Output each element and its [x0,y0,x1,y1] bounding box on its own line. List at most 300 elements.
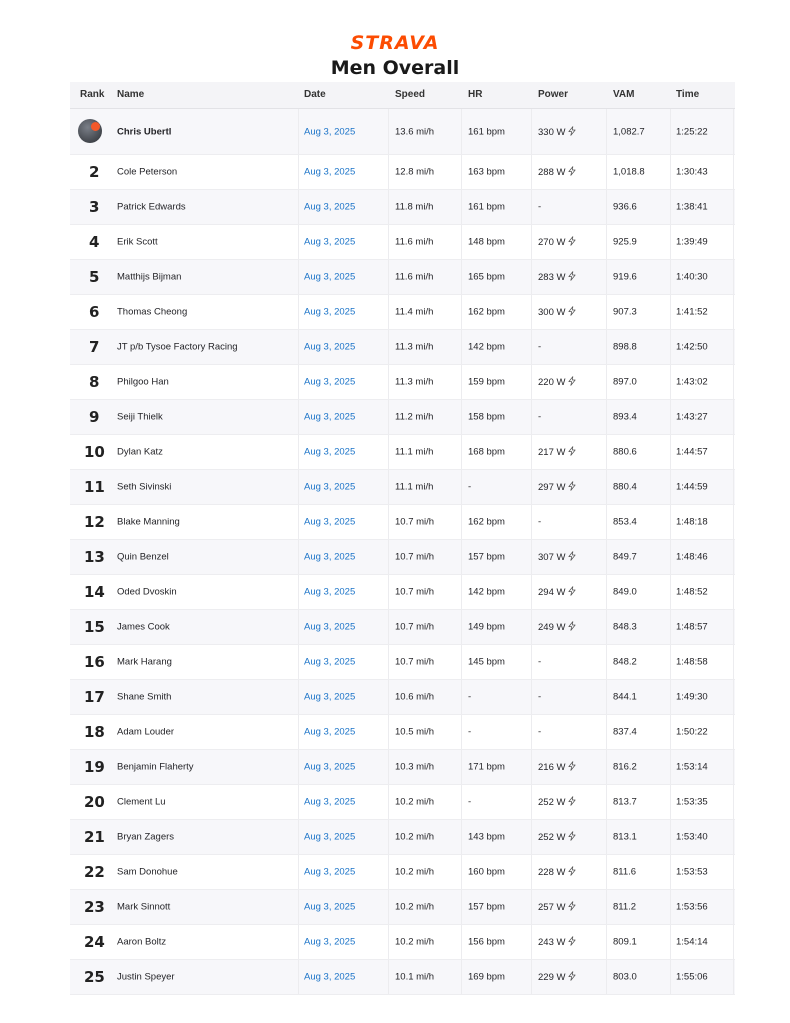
column-divider [670,715,671,749]
power-meter-icon [567,761,577,771]
column-divider [670,505,671,539]
table-row[interactable] [70,400,735,435]
header-date[interactable]: Date [304,89,326,100]
power-meter-icon [567,126,577,136]
cell-time: 1:41:52 [676,306,708,318]
cell-speed: 10.2 mi/h [395,901,435,913]
column-divider [531,890,532,924]
cell-date[interactable]: Aug 3, 2025 [304,621,356,633]
column-divider [733,365,734,399]
cell-name-link[interactable]: Cole Peterson [117,166,178,178]
cell-time: 1:53:40 [676,831,708,843]
column-divider [388,750,389,784]
column-divider [670,365,671,399]
column-divider [461,960,462,994]
cell-name-link[interactable]: JT p/b Tysoe Factory Racing [117,341,238,353]
cell-date[interactable]: Aug 3, 2025 [304,271,356,283]
header-rank[interactable]: Rank [80,89,105,100]
cell-speed: 10.2 mi/h [395,831,435,843]
cell-date[interactable]: Aug 3, 2025 [304,726,356,738]
column-divider [461,470,462,504]
cell-name-link[interactable]: Aaron Boltz [117,936,167,948]
column-divider [670,190,671,224]
cell-vam: 893.4 [613,411,637,423]
column-divider [670,109,671,154]
column-divider [733,470,734,504]
cell-power [538,166,577,178]
column-divider [461,190,462,224]
column-divider [733,400,734,434]
cell-hr: 171 bpm [468,761,505,773]
column-divider [531,610,532,644]
rank-number: 12 [84,513,105,531]
cell-date[interactable]: Aug 3, 2025 [304,936,356,948]
column-divider [733,680,734,714]
cell-time: 1:44:59 [676,481,708,493]
column-divider [606,109,607,154]
column-divider [670,470,671,504]
table-row[interactable] [70,855,735,890]
column-divider [531,925,532,959]
column-divider [733,540,734,574]
power-value: 220 W [538,377,566,388]
column-divider [733,260,734,294]
cell-date[interactable]: Aug 3, 2025 [304,796,356,808]
column-divider [531,785,532,819]
cell-name-link[interactable]: Matthijs Bijman [117,271,182,283]
column-divider [531,109,532,154]
cell-speed: 13.6 mi/h [395,126,435,137]
cell-speed: 10.2 mi/h [395,866,435,878]
cell-vam: 811.6 [613,866,637,878]
table-row[interactable] [70,680,735,715]
power-value: 252 W [538,797,566,808]
cell-power: - [538,726,542,738]
column-divider [298,785,299,819]
cell-speed: 10.6 mi/h [395,691,435,703]
column-divider [670,925,671,959]
cell-date[interactable]: Aug 3, 2025 [304,901,356,913]
column-divider [298,750,299,784]
rank-number: 20 [84,793,105,811]
header-name[interactable]: Name [117,89,145,100]
cell-time: 1:53:14 [676,761,708,773]
cell-power: - [538,411,542,423]
cell-speed: 11.1 mi/h [395,446,434,458]
cell-name-link[interactable]: Erik Scott [117,236,158,248]
cell-hr: - [468,691,472,703]
cell-time: 1:55:06 [676,971,708,983]
table-row[interactable] [70,190,735,225]
cell-date[interactable]: Aug 3, 2025 [304,971,356,983]
table-row[interactable] [70,365,735,400]
cell-name-link[interactable]: Bryan Zagers [117,831,175,843]
table-row[interactable] [70,960,735,995]
cell-hr: 158 bpm [468,411,505,423]
power-meter-icon [567,481,577,491]
cell-date[interactable]: Aug 3, 2025 [304,376,356,388]
cell-hr: 163 bpm [468,166,505,178]
column-divider [461,330,462,364]
column-divider [461,225,462,259]
column-divider [606,190,607,224]
column-divider [531,750,532,784]
cell-name-link[interactable]: Mark Harang [117,656,172,668]
column-divider [531,820,532,854]
column-divider [670,855,671,889]
column-divider [606,715,607,749]
column-divider [388,715,389,749]
cell-power [538,761,577,773]
power-meter-icon [567,796,577,806]
cell-time: 1:48:58 [676,656,708,668]
cell-date[interactable]: Aug 3, 2025 [304,306,356,318]
column-divider [733,855,734,889]
column-divider [298,400,299,434]
cell-speed: 11.1 mi/h [395,481,434,493]
table-header [70,82,735,109]
cell-speed: 10.7 mi/h [395,656,435,668]
cell-date[interactable]: Aug 3, 2025 [304,761,356,773]
cell-name-link[interactable]: Sam Donohue [117,866,178,878]
rank-number: 3 [89,198,100,216]
cell-vam: 925.9 [613,236,637,248]
table-row[interactable] [70,435,735,470]
cell-time: 1:53:53 [676,866,708,878]
cell-vam: 809.1 [613,936,637,948]
cell-hr: 168 bpm [468,446,505,458]
cell-power [538,271,577,283]
rank-number: 25 [84,968,105,986]
column-divider [733,785,734,819]
header-power[interactable]: Power [538,89,569,100]
column-divider [606,820,607,854]
cell-hr: - [468,481,472,493]
table-row[interactable] [70,109,735,155]
column-divider [461,890,462,924]
column-divider [388,400,389,434]
column-divider [606,855,607,889]
cell-power [538,376,577,388]
table-row[interactable] [70,260,735,295]
table-row[interactable] [70,750,735,785]
cell-hr: 162 bpm [468,306,505,318]
column-divider [461,925,462,959]
cell-speed: 11.3 mi/h [395,341,434,353]
column-divider [531,295,532,329]
column-divider [531,330,532,364]
cell-hr: 148 bpm [468,236,505,248]
cell-date[interactable]: Aug 3, 2025 [304,166,356,178]
cell-power [538,831,577,843]
column-divider [461,785,462,819]
cell-date[interactable]: Aug 3, 2025 [304,411,356,423]
cell-time: 1:43:02 [676,376,708,388]
cell-vam: 1,082.7 [613,126,645,137]
cell-power: - [538,341,542,353]
table-row[interactable] [70,820,735,855]
column-divider [733,330,734,364]
power-meter-icon [567,971,577,981]
column-divider [670,645,671,679]
column-divider [388,925,389,959]
header-vam[interactable]: VAM [613,89,635,100]
column-divider [606,680,607,714]
column-divider [298,505,299,539]
cell-vam: 907.3 [613,306,637,318]
cell-name-link[interactable]: Patrick Edwards [117,201,186,213]
cell-vam: 880.6 [613,446,637,458]
column-divider [461,365,462,399]
cell-date[interactable]: Aug 3, 2025 [304,551,356,563]
rank-number: 9 [89,408,100,426]
column-divider [606,610,607,644]
cell-hr: 161 bpm [468,201,505,213]
cell-speed: 10.5 mi/h [395,726,435,738]
cell-name-link[interactable]: Thomas Cheong [117,306,188,318]
rank-number: 17 [84,688,105,706]
column-divider [670,260,671,294]
column-divider [733,435,734,469]
cell-name-link[interactable]: James Cook [117,621,170,633]
cell-hr: 143 bpm [468,831,505,843]
column-divider [733,820,734,854]
column-divider [388,260,389,294]
column-divider [606,260,607,294]
table-row[interactable] [70,540,735,575]
column-divider [298,610,299,644]
cell-vam: 816.2 [613,761,637,773]
cell-name-link[interactable]: Dylan Katz [117,446,163,458]
cell-name-link[interactable]: Seth Sivinski [117,481,172,493]
column-divider [388,820,389,854]
cell-vam: 936.6 [613,201,637,213]
column-divider [298,715,299,749]
leaderboard-table [70,82,735,995]
rank-number: 24 [84,933,105,951]
column-divider [531,540,532,574]
cell-date[interactable]: Aug 3, 2025 [304,586,356,598]
power-meter-icon [567,901,577,911]
rank-number: 7 [89,338,100,356]
cell-date[interactable]: Aug 3, 2025 [304,831,356,843]
power-meter-icon [567,551,577,561]
column-divider [388,365,389,399]
cell-name-link[interactable]: Oded Dvoskin [117,586,177,598]
column-divider [461,645,462,679]
cell-name-link[interactable]: Mark Sinnott [117,901,171,913]
header-time[interactable]: Time [676,89,700,100]
power-meter-icon [567,586,577,596]
column-divider [733,645,734,679]
cell-date[interactable]: Aug 3, 2025 [304,446,356,458]
cell-name-link[interactable]: Chris Ubertl [117,126,172,137]
cell-time: 1:50:22 [676,726,708,738]
table-row[interactable] [70,330,735,365]
table-row[interactable] [70,155,735,190]
column-divider [298,225,299,259]
power-meter-icon [567,621,577,631]
cell-speed: 10.7 mi/h [395,551,435,563]
column-divider [531,680,532,714]
cell-vam: 849.0 [613,586,637,598]
power-value: 330 W [538,126,566,138]
column-divider [733,155,734,189]
power-meter-icon [567,936,577,946]
column-divider [606,645,607,679]
rank-number: 14 [84,583,105,601]
column-divider [461,400,462,434]
cell-date[interactable]: Aug 3, 2025 [304,866,356,878]
column-divider [461,435,462,469]
cell-name-link[interactable]: Benjamin Flaherty [117,761,194,773]
column-divider [670,750,671,784]
column-divider [531,960,532,994]
column-divider [388,960,389,994]
rank-number: 13 [84,548,105,566]
cell-date[interactable]: Aug 3, 2025 [304,656,356,668]
table-row[interactable] [70,470,735,505]
power-value: 270 W [538,237,566,248]
cell-vam: 813.7 [613,796,637,808]
column-divider [670,400,671,434]
rank-number: 21 [84,828,105,846]
cell-vam: 853.4 [613,516,637,528]
column-divider [531,260,532,294]
column-divider [531,575,532,609]
cell-date[interactable]: Aug 3, 2025 [304,516,356,528]
cell-hr: 169 bpm [468,971,505,983]
power-meter-icon [567,376,577,386]
column-divider [461,820,462,854]
cell-name-link[interactable]: Quin Benzel [117,551,169,563]
cell-date[interactable]: Aug 3, 2025 [304,236,356,248]
cell-time: 1:53:35 [676,796,708,808]
cell-name-link[interactable]: Adam Louder [117,726,175,738]
cell-speed: 11.3 mi/h [395,376,434,388]
cell-vam: 803.0 [613,971,637,983]
cell-hr: 159 bpm [468,376,505,388]
column-divider [388,680,389,714]
cell-vam: 898.8 [613,341,637,353]
athlete-avatar[interactable] [78,119,102,143]
header-hr[interactable]: HR [468,89,483,100]
cell-vam: 897.0 [613,376,637,388]
table-row[interactable] [70,645,735,680]
cell-power: - [538,691,542,703]
cell-power [538,901,577,913]
cell-hr: - [468,726,472,738]
cell-vam: 813.1 [613,831,637,843]
column-divider [298,575,299,609]
column-divider [388,785,389,819]
cell-time: 1:44:57 [676,446,708,458]
column-divider [531,225,532,259]
column-divider [670,575,671,609]
table-row[interactable] [70,575,735,610]
column-divider [298,470,299,504]
cell-power [538,586,577,598]
cell-date[interactable]: Aug 3, 2025 [304,201,356,213]
table-row[interactable] [70,225,735,260]
cell-time: 1:53:56 [676,901,708,913]
cell-name-link[interactable]: Blake Manning [117,516,180,528]
column-divider [670,785,671,819]
cell-date[interactable]: Aug 3, 2025 [304,341,356,353]
cell-power: - [538,656,542,668]
column-divider [733,890,734,924]
rank-number: 18 [84,723,105,741]
cell-speed: 11.2 mi/h [395,411,434,423]
column-divider [733,715,734,749]
column-divider [388,225,389,259]
table-row[interactable] [70,295,735,330]
column-divider [298,435,299,469]
column-divider [606,960,607,994]
rank-number: 23 [84,898,105,916]
cell-speed: 12.8 mi/h [395,166,435,178]
column-divider [670,610,671,644]
cell-name-link[interactable]: Justin Speyer [117,971,175,983]
power-value: 300 W [538,307,566,318]
cell-hr: 165 bpm [468,271,505,283]
power-value: 288 W [538,167,566,178]
column-divider [461,505,462,539]
power-value: 307 W [538,552,566,563]
cell-name-link[interactable]: Clement Lu [117,796,166,808]
rank-number: 11 [84,478,105,496]
table-row[interactable] [70,925,735,960]
cell-hr: 157 bpm [468,551,505,563]
table-row[interactable] [70,890,735,925]
column-divider [733,109,734,154]
cell-name-link[interactable]: Shane Smith [117,691,172,703]
column-divider [531,190,532,224]
column-divider [733,750,734,784]
table-row[interactable] [70,505,735,540]
cell-speed: 10.3 mi/h [395,761,435,773]
column-divider [388,295,389,329]
column-divider [733,295,734,329]
power-value: 228 W [538,867,566,878]
column-divider [606,750,607,784]
cell-power [538,126,577,138]
header-speed[interactable]: Speed [395,89,426,100]
cell-vam: 837.4 [613,726,637,738]
cell-name-link[interactable]: Philgoo Han [117,376,169,388]
rank-number: 19 [84,758,105,776]
table-row[interactable] [70,610,735,645]
column-divider [461,540,462,574]
cell-date[interactable]: Aug 3, 2025 [304,691,356,703]
column-divider [531,435,532,469]
cell-date[interactable]: Aug 3, 2025 [304,126,356,137]
power-value: 252 W [538,832,566,843]
rank-number: 15 [84,618,105,636]
cell-name-link[interactable]: Seiji Thielk [117,411,163,423]
cell-power [538,306,577,318]
table-row[interactable] [70,785,735,820]
column-divider [388,190,389,224]
table-row[interactable] [70,715,735,750]
column-divider [606,365,607,399]
column-divider [461,855,462,889]
cell-speed: 11.6 mi/h [395,271,434,283]
cell-hr: 156 bpm [468,936,505,948]
cell-date[interactable]: Aug 3, 2025 [304,481,356,493]
power-meter-icon [567,446,577,456]
column-divider [388,435,389,469]
